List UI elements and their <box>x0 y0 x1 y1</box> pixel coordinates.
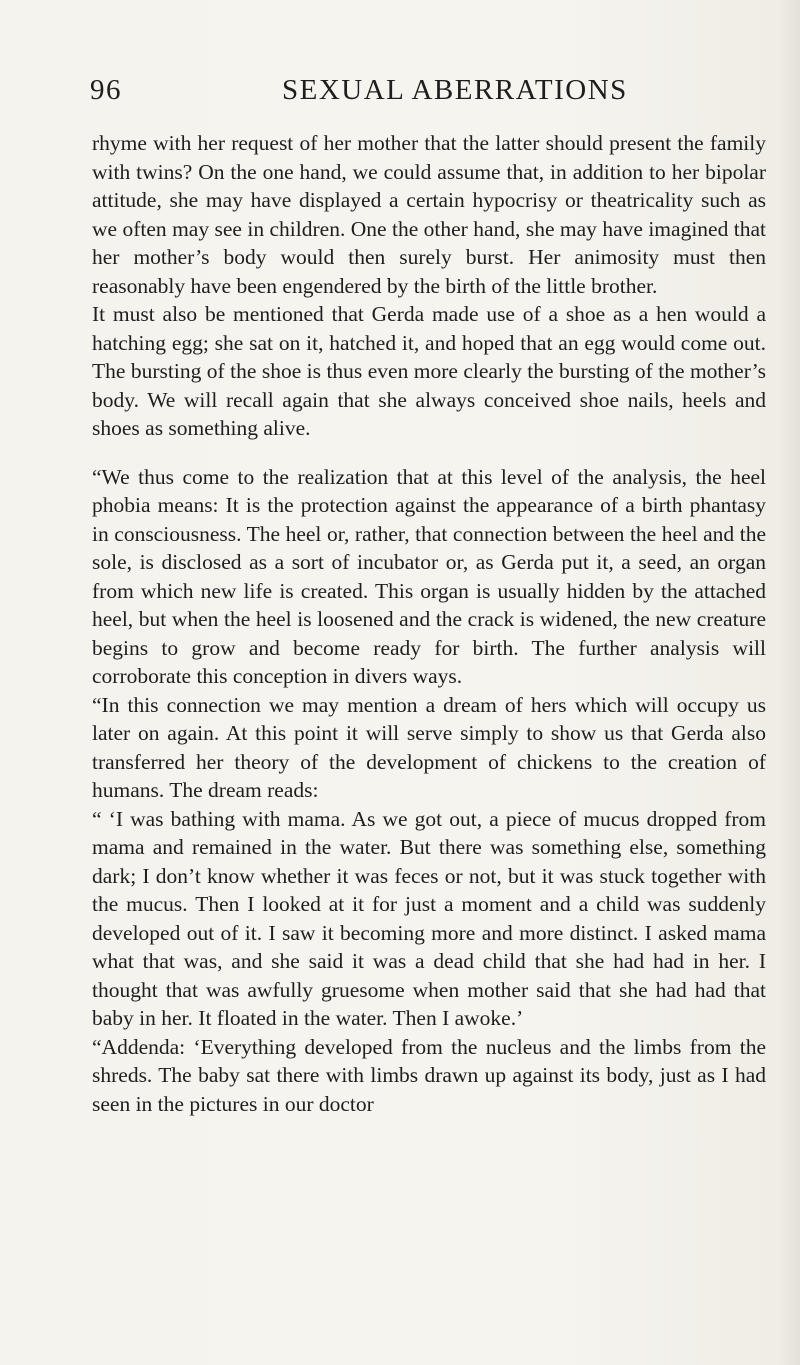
paragraph: It must also be mentioned that Gerda made use of a shoe as a hen would a hatching egg; she sat on it, hatched it, and hoped that an egg would come out. The bursting of the shoe is thus even more clearly the bursting of the mother’s body. We will recall again that she always conceived shoe nails, heels and shoes as something alive. <box>92 302 766 440</box>
paragraph: rhyme with her request of her mother that the latter should present the family with twins? On the one hand, we could assume that, in addition to her bipolar attitude, she may have displayed a certain hypocrisy or theatricality such as we often may see in children. One the other hand, she may have imagined that her mother’s body would then surely burst. Her animosity must then reasonably have been engendered by the birth of the little brother. <box>92 131 766 298</box>
paragraph: “We thus come to the realization that at this level of the analysis, the heel phobia means: It is the protection against the appearance of a birth phantasy in consciousness. The heel or, rather, that connection between the heel and the sole, is disclosed as a sort of incubator or, as Gerda put it, a seed, an organ from which new life is created. This organ is usually hidden by the attached heel, but when the heel is loosened and the crack is widened, the new creature begins to grow and become ready for birth. The further analysis will corroborate this conception in divers ways. <box>92 464 766 688</box>
paragraph: “ ‘I was bathing with mama. As we got out, a piece of mucus dropped from mama and remained in the water. But there was something else, something dark; I don’t know whether it was feces or not, but it was stuck together with the mucus. Then I looked at it for just a moment and a child was suddenly developed out of it. I saw it becoming more and more distinct. I asked mama what that was, and she said it was a dead child that she had had in her. I thought that was awfully gruesome when mother said that she had had that baby in her. It floated in the water. Then I awoke.’ <box>92 806 766 1030</box>
running-head: SEXUAL ABERRATIONS <box>282 74 628 106</box>
body-text <box>92 129 766 1118</box>
page-number: 96 <box>90 74 122 106</box>
page-edge-shadow <box>778 0 800 1365</box>
page-header <box>90 74 770 114</box>
paragraph: “Addenda: ‘Everything developed from the nucleus and the limbs from the shreds. The baby sat there with limbs drawn up against its body, just as I had seen in the pictures in our doctor <box>92 1034 766 1116</box>
paragraph: “In this connection we may mention a dream of hers which will occupy us later on again. At this point it will serve simply to show us that Gerda also transferred her theory of the development of chickens to the creation of humans. The dream reads: <box>92 692 766 802</box>
